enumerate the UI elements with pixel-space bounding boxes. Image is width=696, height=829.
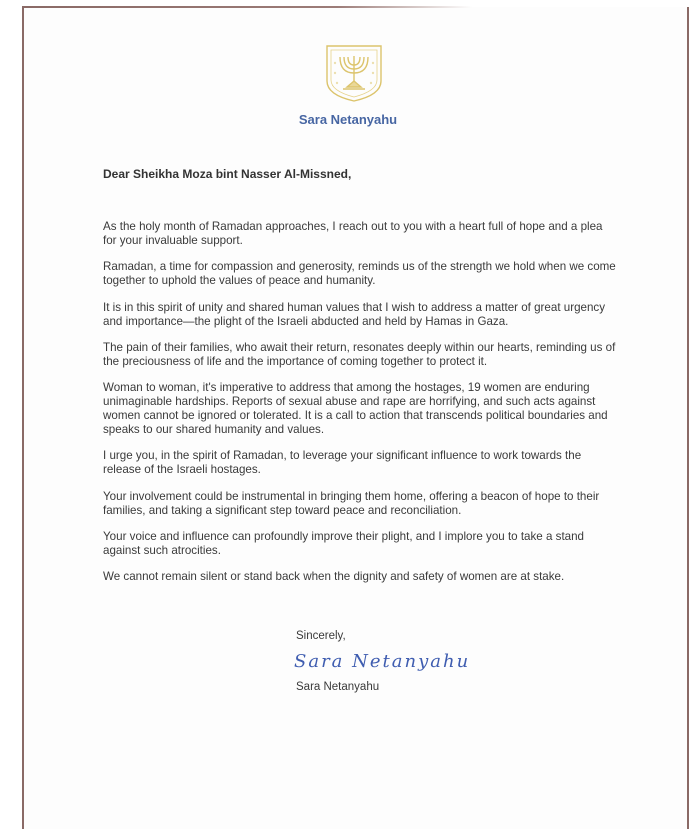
letterhead-name-text: Sara Netanyahu — [298, 112, 398, 127]
paragraph: It is in this spirit of unity and shared human values that I wish to address a matter of great urgency and importance—the plight of the Israeli abducted and held by Hamas in Gaza. — [103, 300, 606, 328]
paragraph: Ramadan, a time for compassion and generosity, reminds us of the strength we hold when we come together to uphold the values of peace and humanity. — [103, 260, 616, 288]
letter-body — [103, 220, 618, 597]
paragraph: As the holy month of Ramadan approaches, I reach out to you with a heart full of hope and a plea for your invaluable support. — [103, 220, 603, 247]
paragraph: The pain of their families, who await their return, resonates deeply within our hearts, reminding us of the preciousness of life and the importance of coming together to protect it. — [103, 340, 616, 368]
paragraph: I urge you, in the spirit of Ramadan, to leverage your significant influence to work towards the release of the Israeli hostages. — [103, 449, 582, 477]
closing: Sincerely, — [296, 630, 346, 642]
signature-text: Sara Netanyahu — [294, 651, 471, 672]
paragraph: Your voice and influence can profoundly improve their plight, and I implore you to take a stand against such atrocities. — [103, 530, 585, 558]
menorah-emblem-icon — [323, 43, 385, 103]
letterhead-name — [0, 112, 696, 127]
salutation: Dear Sheikha Moza bint Nasser Al-Missned, — [103, 167, 352, 181]
paragraph: Woman to woman, it's imperative to address that among the hostages, 19 women are enduring unimaginable hardships. Reports of sexual abuse and rape are horrifying, and such acts against women cannot be ignored or tolerated. It is a call to action that transcends political boundaries and speaks to our shared humanity and values. — [103, 381, 608, 437]
printed-name: Sara Netanyahu — [296, 681, 380, 693]
page-top-edge — [22, 6, 472, 8]
paragraph: Your involvement could be instrumental in bringing them home, offering a beacon of hope to their families, and taking a significant step toward peace and reconciliation. — [103, 489, 600, 517]
paragraph: We cannot remain silent or stand back when the dignity and safety of women are at stake. — [103, 570, 565, 584]
handwritten-signature — [292, 645, 502, 675]
